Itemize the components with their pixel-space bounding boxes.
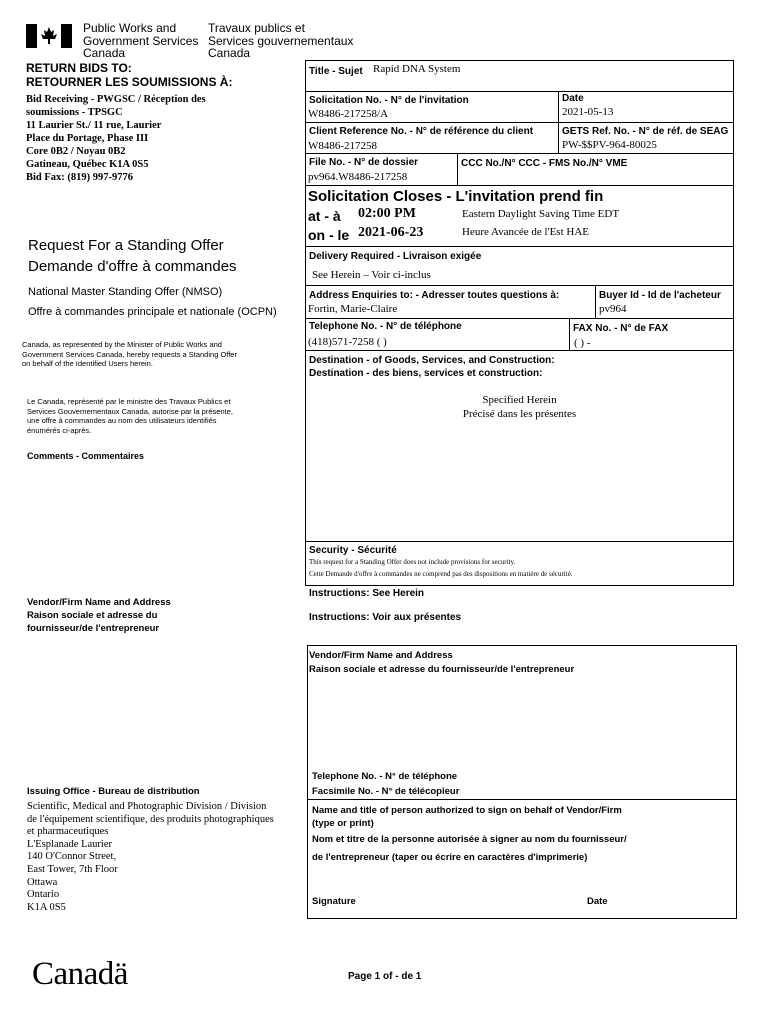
destination-value-en: Specified Herein bbox=[482, 394, 557, 406]
telephone-value: (418)571-7258 ( ) bbox=[308, 336, 387, 348]
signature-date-label: Date bbox=[587, 896, 608, 907]
closing-time-value: 02:00 PM bbox=[358, 206, 416, 221]
client-reference-value: W8486-217258 bbox=[308, 140, 378, 152]
date-value: 2021-05-13 bbox=[562, 106, 614, 118]
file-number-value: pv964.W8486-217258 bbox=[308, 171, 408, 183]
authorized-person-label-fr: Nom et titre de la personne autorisée à signer au nom du fournisseur/ de l'entrepreneur (taper ou écrire en caractères d'imprimerie) bbox=[312, 834, 627, 863]
enquiries-label: Address Enquiries to: - Adresser toutes questions à: bbox=[309, 290, 560, 301]
page-number: Page 1 of - de 1 bbox=[348, 971, 422, 982]
solicitation-closes-label: Solicitation Closes - L'invitation prend fin bbox=[308, 188, 604, 205]
time-zone-en: Eastern Daylight Saving Time EDT bbox=[462, 208, 620, 220]
file-number-label: File No. - N° de dossier bbox=[309, 157, 419, 168]
destination-label-en: Destination - of Goods, Services, and Construction: bbox=[309, 355, 555, 366]
standing-offer-type-en: National Master Standing Offer (NMSO) bbox=[28, 286, 223, 298]
instructions-en: Instructions: See Herein bbox=[309, 588, 425, 599]
time-zone-fr: Heure Avancée de l'Est HAE bbox=[462, 226, 590, 238]
department-name-en-2: Government Services bbox=[83, 33, 199, 48]
ccc-number-label: CCC No./N° CCC - FMS No./N° VME bbox=[461, 158, 628, 169]
title-label: Title - Sujet bbox=[309, 66, 363, 77]
fax-label: FAX No. - N° de FAX bbox=[573, 323, 669, 334]
destination-value-fr: Précisé dans les présentes bbox=[462, 408, 577, 420]
vendor-fax-label: Facsimile No. - N° de télécopieur bbox=[312, 786, 460, 797]
telephone-label: Telephone No. - N° de téléphone bbox=[309, 321, 462, 332]
department-name-fr-3: Canada bbox=[208, 46, 251, 60]
issuing-office-label: Issuing Office - Bureau de distribution bbox=[27, 786, 200, 797]
request-paragraph-fr: Le Canada, représenté par le ministre des Travaux Publics et Services Gouvernementaux Canada, autorise par la présente, une offre à commandes au nom des utilisateurs identifiés énumérés ci-après. bbox=[27, 397, 233, 435]
buyer-id-label: Buyer Id - Id de l'acheteur bbox=[599, 290, 721, 301]
request-title-fr: Demande d'offre à commandes bbox=[28, 258, 237, 275]
client-reference-label: Client Reference No. - N° de référence du client bbox=[309, 126, 534, 137]
buyer-id-value: pv964 bbox=[599, 303, 627, 315]
date-label: Date bbox=[562, 93, 584, 104]
department-name-en-3: Canada bbox=[83, 46, 126, 60]
authorized-person-field[interactable] bbox=[309, 870, 734, 890]
security-text-en: This request for a Standing Offer does not include provisions for security. bbox=[309, 558, 516, 566]
security-text-fr: Cette Demande d'offre à commandes ne comprend pas des dispositions en matière de sécurité. bbox=[309, 570, 573, 578]
gets-reference-value: PW-$$PV-964-80025 bbox=[562, 139, 657, 151]
request-title-en: Request For a Standing Offer bbox=[28, 237, 224, 254]
vendor-telephone-label: Telephone No. - N° de téléphone bbox=[312, 771, 458, 782]
closing-time-label: at - à bbox=[308, 208, 341, 224]
signature-label: Signature bbox=[312, 896, 356, 907]
vendor-box-label-fr: Raison sociale et adresse du fournisseur/de l'entrepreneur bbox=[309, 664, 575, 675]
vendor-firm-label: Vendor/Firm Name and Address Raison sociale et adresse du fournisseur/de l'entrepreneur bbox=[27, 597, 171, 634]
solicitation-number-label: Solicitation No. - N° de l'invitation bbox=[309, 95, 469, 106]
return-bids-address: Bid Receiving - PWGSC / Réception des soumissions - TPSGC 11 Laurier St./ 11 rue, Laurier Place du Portage, Phase III Core 0B2 / Noyau 0B2 Gatineau, Québec K1A 0S5 Bid Fax: (819) 997-9776 bbox=[26, 94, 206, 183]
department-name-en-1: Public Works and bbox=[83, 21, 177, 35]
delivery-required-value: See Herein – Voir ci-inclus bbox=[312, 269, 431, 281]
enquiries-value: Fortin, Marie-Claire bbox=[308, 303, 398, 315]
department-name-fr-2: Services gouvernementaux bbox=[208, 33, 354, 48]
solicitation-number-value: W8486-217258/A bbox=[308, 108, 389, 120]
security-label: Security - Sécurité bbox=[309, 545, 397, 556]
authorized-person-label-en: Name and title of person authorized to sign on behalf of Vendor/Firm (type or print) bbox=[312, 805, 622, 829]
vendor-name-field[interactable] bbox=[309, 680, 734, 765]
title-value: Rapid DNA System bbox=[373, 63, 461, 75]
return-bids-title-en: RETURN BIDS TO: bbox=[26, 61, 132, 75]
closing-date-value: 2021-06-23 bbox=[358, 225, 424, 240]
return-bids-title-fr: RETOURNER LES SOUMISSIONS À: bbox=[26, 75, 233, 89]
standing-offer-type-fr: Offre à commandes principale et nationale (OCPN) bbox=[28, 306, 277, 318]
canada-flag-icon bbox=[26, 24, 72, 48]
closing-date-label: on - le bbox=[308, 227, 350, 243]
vendor-box-label-en: Vendor/Firm Name and Address bbox=[309, 650, 453, 661]
comments-label: Comments - Commentaires bbox=[27, 451, 145, 461]
department-name-fr-1: Travaux publics et bbox=[208, 21, 305, 35]
issuing-office-address: Scientific, Medical and Photographic Division / Division de l'équipement scientifique, des produits photographiques et pharmaceutiques L'Esplanade Laurier 140 O'Connor Street, East Tower, 7th Floor Ottawa Ontario K1A 0S5 bbox=[27, 801, 274, 913]
request-paragraph-en: Canada, as represented by the Minister of Public Works and Government Services Canada, hereby requests a Standing Offer on behalf of the Identified Users herein. bbox=[22, 340, 237, 368]
delivery-required-label: Delivery Required - Livraison exigée bbox=[309, 251, 482, 262]
gets-reference-label: GETS Ref. No. - N° de réf. de SEAG bbox=[562, 126, 729, 137]
fax-value: ( ) - bbox=[574, 337, 591, 349]
destination-label-fr: Destination - des biens, services et construction: bbox=[309, 368, 543, 379]
instructions-fr: Instructions: Voir aux présentes bbox=[309, 612, 462, 623]
canada-wordmark: Canadä bbox=[32, 956, 128, 992]
